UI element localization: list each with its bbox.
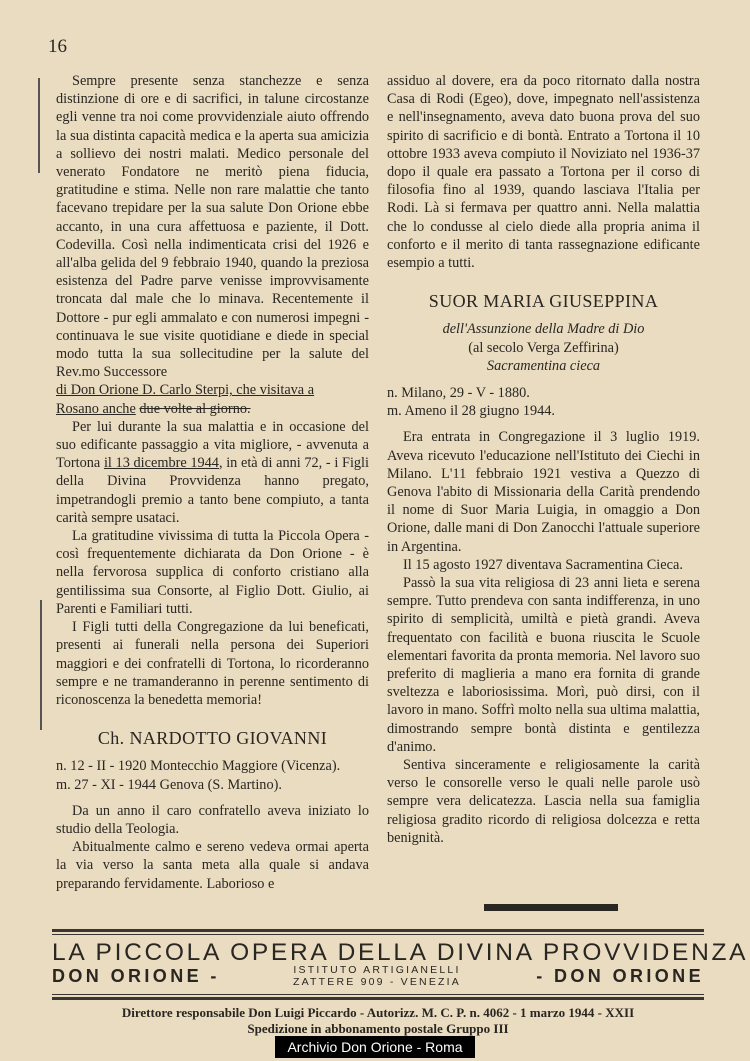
banner-left: DON ORIONE - — [52, 966, 220, 986]
obituary-heading-nardotto: Ch. NARDOTTO GIOVANNI — [97, 728, 328, 749]
banner-rule-top-thin — [52, 934, 704, 935]
subtitle-sacramentina: Sacramentina cieca — [486, 358, 601, 375]
end-bar — [484, 904, 618, 911]
struck-text: due volte al giorno. — [139, 400, 251, 417]
footer-line-1: Direttore responsabile Don Luigi Piccardo - Autorizz. M. C. P. n. 4062 - 1 marzo 1944 - XXII — [121, 1005, 635, 1020]
subtitle-assunzione: dell'Assunzione della Madre di Dio — [442, 321, 645, 338]
right-paragraph-1: assiduo al dovere, era da poco ritornato dalla nostra Casa di Rodi (Egeo), dove, impegnato nell'assistenza e nell'insegnamento, aveva dato buona prova del suo spirito di sacrificio e di bontà. Entrato a Tortona il 10 ottobre 1933 aveva compiuto il Noviziato nel 1936-37 dopo il quale era passato a Tortona per il corso di filosofia fino al 1939, quando lasciava l'Italia per Rodi. Là si fermava per quattro anni. Nella malattia che lo condusse al cielo diede alla propria anima il conforto e il merito di tanta rassegnazione edificante esempio a tutti. — [387, 73, 700, 272]
intro-paragraph: Sempre presente senza stanchezze e senza distinzione di ore e di sacrifici, in talune circostanze egli venne tra noi come provvidenziale aiuto offrendo la sua distinta capacità medica e la aperta sua amicizia a sollievo dei nostri malati. Medico personale del venerato Fondatore ne meritò piena fiducia, gratitudine e stima. Nelle non rare malattie che tanto facevano trepidare per la sua salute Don Orione ebbe accanto, in una cura affettuosa e paziente, il Dott. Codevilla. Così nella indimenticata crisi del 1926 e all'alba gelida del 9 febbraio 1940, quando la preziosa esistenza del Padre parve venisse improvvisamente troncata dal male che lo minava. Recentemente il Dottore - pur egli ammalato e con numerosi impegni - continuava le sue visite quotidiane e diede in special modo tutta la sua sollecitudine per la salute del Rev.mo Successore — [56, 73, 369, 381]
banner-right: - DON ORIONE — [536, 966, 704, 986]
banner-rule-bottom — [52, 997, 704, 1000]
banner-middle-1: ISTITUTO ARTIGIANELLI — [293, 964, 461, 976]
right-paragraph-5: Sentiva sinceramente e religiosamente la carità verso le consorelle verso le quali nelle parole usò sempre vera delicatezza. Lascia nella sua famiglia religiosa gradito ricordo di religiosa dolcezza e retta benignità. — [387, 757, 700, 846]
para2-pre: Per lui durante la sua malattia e in occasione del suo edificante passaggio a vita migliore, - avvenuta a Tortona — [56, 418, 369, 472]
obituary-heading-giuseppina: SUOR MARIA GIUSEPPINA — [428, 291, 659, 312]
paragraph-2 — [56, 418, 369, 527]
paragraph-4: I Figli tutti della Congregazione da lui beneficati, presenti ai funerali nella persona dei Superiori maggiori e dei confratelli di Tortona, lo ricorderanno sempre e ne tramanderanno in perenne sentimento di riconoscenza la benedetta memoria! — [56, 619, 369, 708]
born-line: n. 12 - II - 1920 Montecchio Maggiore (Vicenza). — [56, 758, 341, 775]
para2-post: , in età di anni 72, - i Figli della Divina Provvidenza hanno pregato, impetrandogli premio a tanto bene compiuto, a tanta carità sempre usataci. — [56, 455, 370, 526]
para2-date: il 13 dicembre 1944 — [103, 455, 219, 472]
underlined-sterpi: di Don Orione D. Carlo Sterpi, che visitava a — [56, 382, 315, 399]
right-paragraph-4: Passò la sua vita religiosa di 23 anni lieta e serena sempre. Tutto prendeva con santa indifferenza, in uno spirito di semplicità, umiltà e pietà grandi. Aveva frequentato con facilità e buona riuscita le Scuole elementari favorita da pronta memoria. Nel lavoro suo preferito di maglieria a mano era fornita di grande sveltezza e laboriosissima. Morì, può dirsi, con il lavoro in mano. Soffrì molto nella sua ultima malattia, dimostrando sempre bontà distinta e gentilezza d'animo. — [387, 574, 700, 755]
page-number: 16 — [48, 36, 67, 57]
paragraph-6: Abitualmente calmo e sereno vedeva ormai aperta la via verso la santa meta alla quale si andava preparando fervidamente. Laborioso e — [56, 839, 369, 892]
died-line-right: m. Ameno il 28 giugno 1944. — [387, 403, 555, 420]
dates-giuseppina — [387, 384, 700, 420]
banner-middle-2: ZATTERE 909 - VENEZIA — [293, 976, 461, 988]
paragraph-5: Da un anno il caro confratello aveva iniziato lo studio della Teologia. — [56, 802, 369, 837]
banner-rule-bottom-thin — [52, 994, 704, 995]
underlined-line-2 — [56, 400, 369, 418]
banner-middle — [277, 964, 477, 988]
right-paragraph-3: Il 15 agosto 1927 diventava Sacramentina Cieca. — [403, 556, 683, 573]
paragraph-3: La gratitudine vivissima di tutta la Piccola Opera - così frequentemente dichiarata da Don Orione - è nella fervorosa supplica di conforto cristiano alla gentilissima sua Consorte, al Figlio Dott. Giulio, ai Parenti e Familiari tutti. — [56, 528, 369, 617]
right-paragraph-2: Era entrata in Congregazione il 3 luglio 1919. Aveva ricevuto l'educazione nell'Istituto dei Ciechi in Milano. L'11 febbraio 1921 vestiva a Quezzo di Genova l'abito di Missionaria della Carità prendendo il nome di Suor Maria Luigia, in omaggio a Don Orione, dalle mani di Don Zanocchi l'attuale superiore in Argentina. — [387, 429, 700, 555]
dates-nardotto — [56, 757, 369, 793]
left-column — [56, 72, 369, 893]
footer-line-2: Spedizione in abbonamento postale Gruppo III — [247, 1021, 509, 1036]
margin-line-left — [38, 78, 40, 173]
underlined-rosano: Rosano anche — [56, 400, 136, 417]
margin-line-left-2 — [40, 600, 42, 730]
banner-title: LA PICCOLA OPERA DELLA DIVINA PROVVIDENZA — [52, 939, 749, 966]
born-line-right: n. Milano, 29 - V - 1880. — [387, 384, 530, 401]
died-line: m. 27 - XI - 1944 Genova (S. Martino). — [56, 776, 282, 793]
right-column — [387, 72, 700, 847]
subtitle-secolo: (al secolo Verga Zeffirina) — [468, 339, 619, 356]
archive-label: Archivio Don Orione - Roma — [275, 1036, 475, 1058]
banner-rule-top — [52, 929, 704, 932]
underlined-line — [56, 381, 369, 399]
banner-row — [52, 964, 704, 992]
